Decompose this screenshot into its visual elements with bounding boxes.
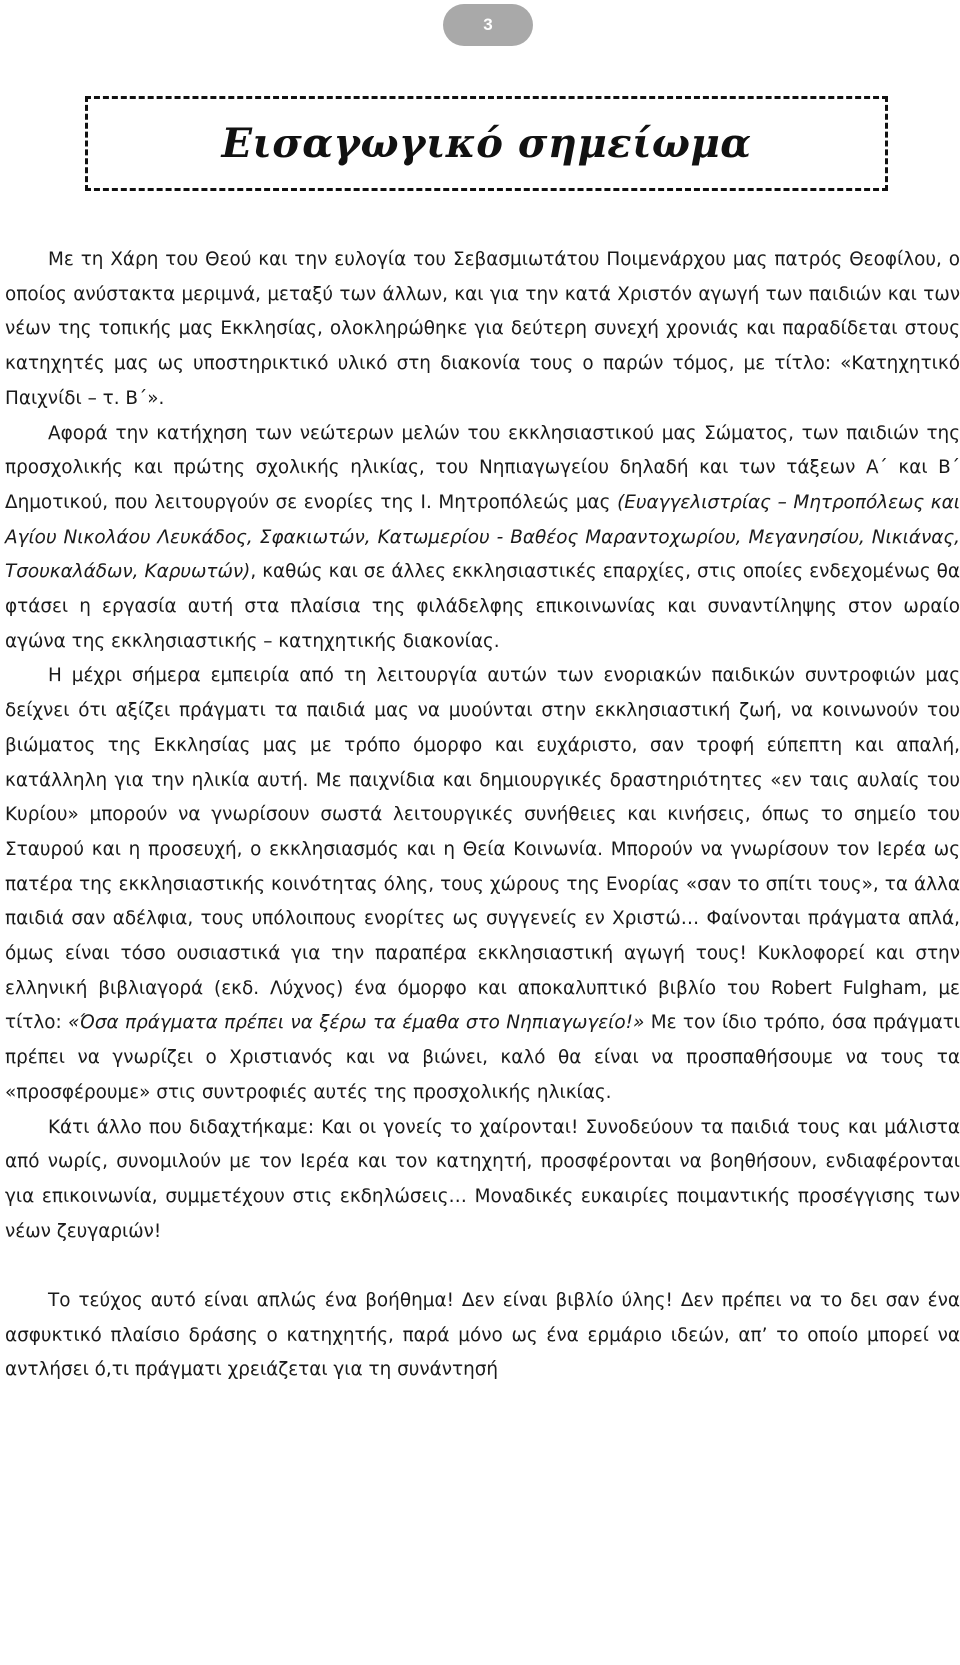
page-number-badge bbox=[443, 4, 533, 46]
paragraph-5: Το τεύχος αυτό είναι απλώς ένα βοήθημα! Δεν είναι βιβλίο ύλης! Δεν πρέπει να το δει σαν ένα ασφυκτικό πλαίσιο δράσης ο κατηχητής, παρά μόνο ως ένα ερμάριο ιδεών, απ’ το οποίο μπορεί να αντλήσει ό,τι πράγματι χρειάζεται για τη συνάντησή bbox=[5, 1290, 960, 1381]
paragraph-3-text-c: Με τον ίδιο τρόπο, όσα πράγματι πρέπει να γνωρίζει ο Χριστιανός και να βιώνει, καλό θα είναι να προσπαθήσουμε να τους τα «προσφέρουμε» στις συντροφιές αυτές της προσχολικής ηλικίας. bbox=[5, 1012, 960, 1103]
paragraph-3 bbox=[5, 659, 960, 1110]
paragraph-4: Κάτι άλλο που διδαχτήκαμε: Και οι γονείς το χαίρονται! Συνοδεύουν τα παιδιά τους και μάλιστα από νωρίς, συνομιλούν με τον Ιερέα και τον κατηχητή, προσφέρονται να βοηθήσουν, ενδιαφέρονται για επικοινωνία, συμμετέχουν στις εκδηλώσεις… Μοναδικές ευκαιρίες ποιμαντικής προσέγγισης των νέων ζευγαριών! bbox=[5, 1116, 960, 1242]
paragraph-1: Με τη Χάρη του Θεού και την ευλογία του Σεβασμιωτάτου Ποιμενάρχου μας πατρός Θεοφίλου, ο οποίος ανύστακτα μεριμνά, μεταξύ των άλλων, και για την κατά Χριστόν αγωγή των παιδιών και των νέων της τοπικής μας Εκκλησίας, ολοκληρώθηκε για δεύτερη συνεχή χρονιάς και παραδίδεται στους κατηχητές μας ως υποστηρικτικό υλικό στη διακονία τους ο παρών τόμος, με τίτλο: «Κατηχητικό Παιχνίδι – τ. Β΄». bbox=[5, 249, 960, 409]
paragraph-2-text-a: Αφορά την κατήχηση των νεώτερων μελών του εκκλησιαστικού μας Σώματος, των παιδιών της προσχολικής και πρώτης σχολικής ηλικίας, του Νηπιαγωγείου δηλαδή και των τάξεων Α΄ και Β΄ Δημοτικού, που λειτουργούν σε ενορίες της Ι. Μητροπόλεώς μας bbox=[5, 422, 960, 513]
page-title: Εισαγωγικό σημείωμα bbox=[221, 120, 752, 167]
paragraph-2-parishes: (Ευαγγελιστρίας – Μητροπόλεως και Αγίου Νικολάου Λευκάδος, Σφακιωτών, Κατωμερίου - Βαθέος Μαραντοχωρίου, Μεγανησίου, Νικιάνας, Τσουκαλάδων, Καρυωτών) bbox=[5, 491, 960, 583]
paragraph-3-book-title: «Όσα πράγματα πρέπει να ξέρω τα έμαθα στο Νηπιαγωγείο!» bbox=[68, 1012, 645, 1034]
paragraph-3-text-a: Η μέχρι σήμερα εμπειρία από τη λειτουργία αυτών των ενοριακών παιδικών συντροφιών μας δείχνει ότι αξίζει πράγματι τα παιδιά μας να μυούνται στην εκκλησιαστική ζωή, να κοινωνούν του βιώματος της Εκκλησίας μας με τρόπο όμορφο και ευχάριστο, σαν τροφή εύπεπτη και απαλή, κατάλληλη για την ηλικία αυτή. Με παιχνίδια και δημιουργικές δραστηριότητες «εν ταις αυλαίς του Κυρίου» μπορούν να γνωρίσουν σωστά λειτουργικές συνήθειες και κινήσεις, όπως το σημείο του Σταυρού και η προσευχή, ο εκκλησιασμός και η Θεία Κοινωνία. Μπορούν να γνωρίσουν τον Ιερέα ως πατέρα της εκκλησιαστικής κοινότητας όλης, τους χώρους της Ενορίας «σαν το σπίτι τους», τα άλλα παιδιά σαν αδέλφια, τους υπόλοιπους ενορίτες ως συγγενείς εν Χριστώ… Φαίνονται πράγματα απλά, όμως είναι τόσο ουσιαστικά για την παραπέρα εκκλησιαστική αγωγή τους! Κυκλοφορεί και στην ελληνική βιβλιαγορά (εκδ. Λύχνος) ένα όμορφο και αποκαλυπτικό βιβλίο του Robert Fulgham, με τίτλο: bbox=[5, 665, 960, 1034]
paragraph-2-text-c: , καθώς και σε άλλες εκκλησιαστικές επαρχίες, στις οποίες ενδεχομένως θα φτάσει η εργασία αυτή στα πλαίσια της φιλάδελφης επικοινωνίας και συναντίληψης στον ωραίο αγώνα της εκκλησιαστικής – κατηχητικής διακονίας. bbox=[5, 561, 960, 652]
page-number: 3 bbox=[483, 15, 493, 34]
title-frame bbox=[85, 96, 888, 191]
paragraph-2 bbox=[5, 417, 960, 660]
document-body bbox=[5, 243, 960, 1388]
